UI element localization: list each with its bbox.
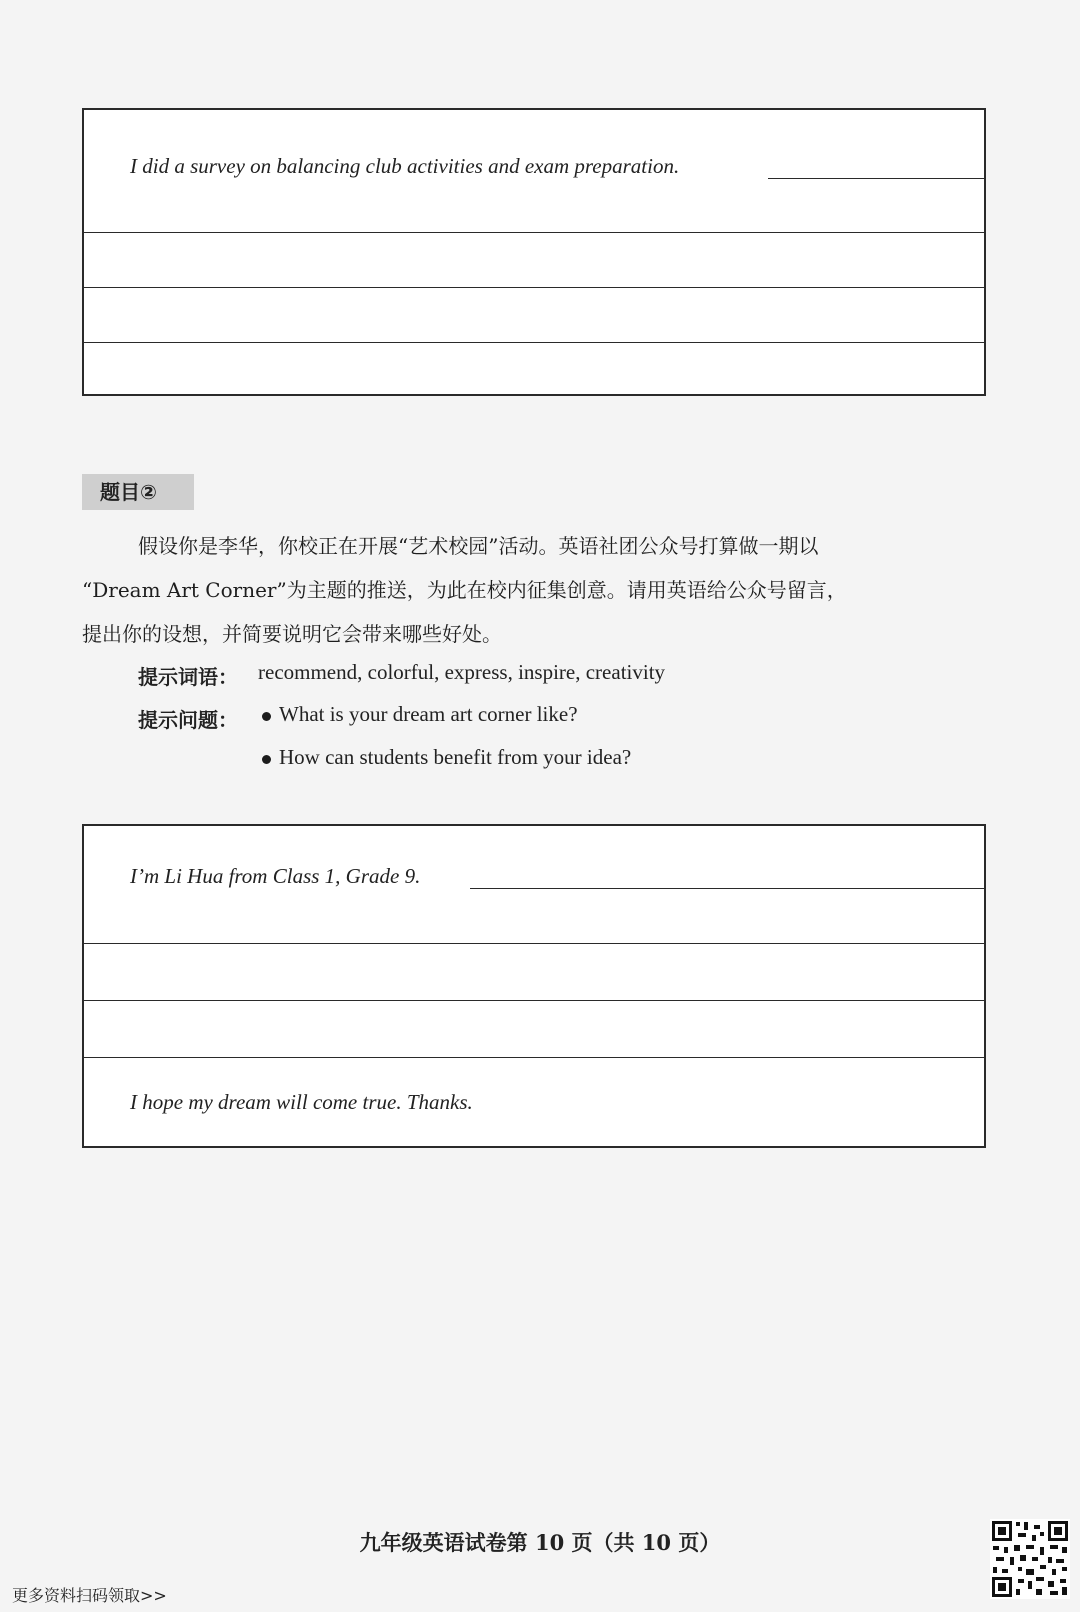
- more-resources-note[interactable]: 更多资料扫码领取>>: [12, 1586, 167, 1605]
- answer-box-1-opening-line: I did a survey on balancing club activities and exam preparation.: [130, 154, 680, 178]
- keywords-label: 提示词语：: [138, 665, 238, 689]
- answer-blank-1[interactable]: [768, 178, 984, 179]
- answer-box-2: [82, 824, 986, 1148]
- answer-box-1-row-2[interactable]: [84, 233, 984, 288]
- keywords-text: recommend, colorful, express, inspire, creativity: [258, 660, 666, 684]
- answer-box-1-row-3[interactable]: [84, 288, 984, 343]
- answer-box-2-row-4: [84, 1058, 984, 1146]
- answer-blank-2[interactable]: [470, 888, 984, 889]
- page-number-footer: 九年级英语试卷第 10 页（共 10 页）: [359, 1530, 721, 1555]
- answer-box-1-row-1[interactable]: [84, 110, 984, 233]
- answer-box-2-row-3[interactable]: [84, 1001, 984, 1058]
- question-1: What is your dream art corner like?: [279, 702, 578, 726]
- answer-box-1-row-4[interactable]: [84, 343, 984, 394]
- answer-box-2-row-2[interactable]: [84, 944, 984, 1001]
- topic-2-prompt-line-1: 假设你是李华，你校正在开展“艺术校园”活动。英语社团公众号打算做一期以: [138, 534, 819, 558]
- qr-code-icon[interactable]: [990, 1519, 1070, 1599]
- answer-box-2-row-1[interactable]: [84, 826, 984, 944]
- bullet-icon: [262, 712, 271, 721]
- bullet-icon: [262, 755, 271, 764]
- topic-2-prompt-line-3: 提出你的设想，并简要说明它会带来哪些好处。: [82, 622, 502, 646]
- questions-label: 提示问题：: [138, 708, 238, 732]
- answer-box-2-closing-line: I hope my dream will come true. Thanks.: [130, 1090, 473, 1114]
- question-2: How can students benefit from your idea?: [279, 745, 632, 769]
- answer-box-2-opening-line: I’m Li Hua from Class 1, Grade 9.: [130, 864, 421, 888]
- answer-box-1: [82, 108, 986, 396]
- topic-2-tag: 题目②: [82, 474, 194, 510]
- topic-2-prompt-line-2: “Dream Art Corner”为主题的推送，为此在校内征集创意。请用英语给公众号留言，: [82, 578, 847, 602]
